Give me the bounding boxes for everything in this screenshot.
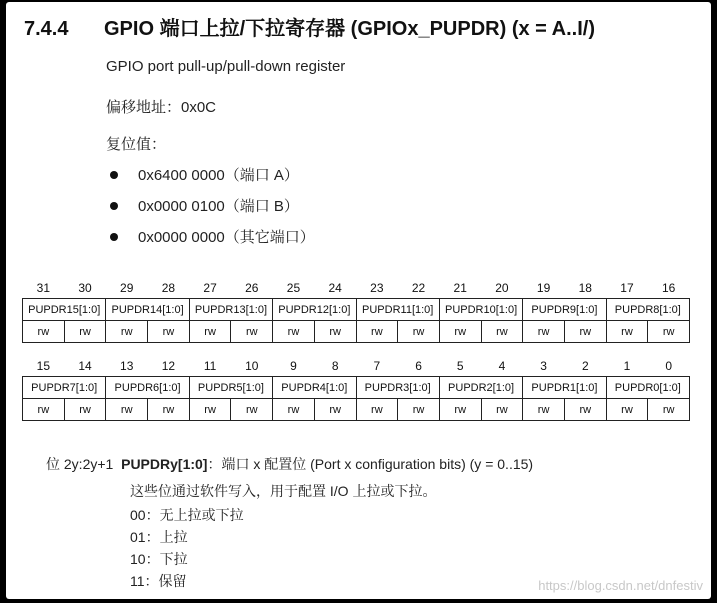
reset-value-item: 0x6400 0000（端口 A） (138, 167, 299, 184)
access-type: rw (64, 399, 106, 421)
bit-number: 6 (415, 359, 422, 373)
field-name: PUPDRy[1:0] (121, 456, 208, 472)
watermark: https://blog.csdn.net/dnfestiv (538, 578, 703, 593)
reset-value-item: 0x0000 0100（端口 B） (138, 198, 299, 215)
config-option: 10：下拉 (130, 551, 188, 567)
bit-number: 18 (578, 281, 592, 295)
bit-number: 13 (120, 359, 134, 373)
config-option: 11：保留 (130, 573, 187, 589)
bullet-icon (110, 202, 118, 210)
bit-number: 1 (623, 359, 631, 373)
register-field: PUPDR3[1:0] (356, 377, 439, 399)
register-field: PUPDR14[1:0] (106, 299, 189, 321)
bit-number: 3 (540, 359, 547, 373)
register-field: PUPDR15[1:0] (23, 299, 106, 321)
bit-number: 4 (498, 359, 506, 373)
bit-number: 17 (620, 281, 634, 295)
register-field: PUPDR13[1:0] (189, 299, 272, 321)
config-option: 01：上拉 (130, 529, 188, 545)
access-type: rw (148, 399, 190, 421)
register-field: PUPDR6[1:0] (106, 377, 189, 399)
access-type: rw (106, 399, 148, 421)
bit-number: 29 (120, 281, 134, 295)
register-lower-table (22, 356, 690, 421)
register-field: PUPDR11[1:0] (356, 299, 439, 321)
access-type: rw (231, 321, 273, 343)
register-upper-table (22, 278, 690, 343)
register-field: PUPDR0[1:0] (606, 377, 689, 399)
access-type: rw (481, 399, 523, 421)
register-field: PUPDR1[1:0] (523, 377, 606, 399)
bit-number: 14 (78, 359, 92, 373)
bit-number: 22 (411, 281, 426, 295)
section-heading (24, 12, 595, 41)
register-field: PUPDR12[1:0] (273, 299, 356, 321)
register-field: PUPDR2[1:0] (439, 377, 522, 399)
bit-number: 12 (161, 359, 176, 373)
bit-number: 7 (373, 359, 381, 373)
bit-number: 20 (495, 281, 509, 295)
access-type: rw (64, 321, 106, 343)
bit-number: 27 (203, 281, 217, 295)
bit-number: 30 (78, 281, 92, 295)
register-subtitle: GPIO port pull-up/pull-down register (106, 58, 346, 75)
access-type: rw (356, 321, 398, 343)
access-type: rw (398, 321, 440, 343)
bit-number: 8 (331, 359, 339, 373)
access-type: rw (106, 321, 148, 343)
access-type: rw (273, 321, 315, 343)
bit-description (46, 454, 533, 474)
register-field: PUPDR8[1:0] (606, 299, 689, 321)
access-type: rw (148, 321, 190, 343)
bit-number: 11 (203, 359, 217, 373)
reset-value-item: 0x0000 0000（其它端口） (138, 229, 315, 246)
bit-number: 31 (36, 281, 51, 295)
register-field: PUPDR10[1:0] (439, 299, 522, 321)
bit-number: 15 (36, 359, 51, 373)
access-type: rw (273, 399, 315, 421)
section-number: 7.4.4 (24, 18, 69, 40)
document-page (6, 2, 711, 599)
bit-number: 0 (665, 359, 672, 373)
access-type: rw (314, 399, 356, 421)
bit-range: 位 2y:2y+1 (46, 456, 114, 472)
access-type: rw (564, 399, 606, 421)
access-type: rw (231, 399, 273, 421)
field-note: 这些位通过软件写入，用于配置 I/O 上拉或下拉。 (130, 483, 437, 499)
access-type: rw (648, 321, 690, 343)
access-type: rw (356, 399, 398, 421)
access-type: rw (439, 399, 481, 421)
bullet-icon (110, 233, 118, 241)
bit-number: 10 (245, 359, 259, 373)
bit-number: 9 (290, 359, 297, 373)
config-option: 00：无上拉或下拉 (130, 507, 244, 523)
register-field: PUPDR5[1:0] (189, 377, 272, 399)
register-field: PUPDR7[1:0] (23, 377, 106, 399)
access-type: rw (523, 321, 565, 343)
bit-number: 21 (453, 281, 467, 295)
access-type: rw (606, 321, 648, 343)
bit-number: 28 (161, 281, 176, 295)
access-type: rw (564, 321, 606, 343)
access-type: rw (398, 399, 440, 421)
access-type: rw (481, 321, 523, 343)
access-type: rw (606, 399, 648, 421)
bit-number: 23 (370, 281, 384, 295)
bit-number: 16 (661, 281, 676, 295)
reset-label: 复位值： (106, 136, 167, 153)
offset-address: 偏移地址：0x0C (106, 99, 217, 116)
bit-number: 24 (328, 281, 342, 295)
access-type: rw (189, 399, 231, 421)
register-field: PUPDR4[1:0] (273, 377, 356, 399)
access-type: rw (189, 321, 231, 343)
access-type: rw (439, 321, 481, 343)
access-type: rw (23, 399, 65, 421)
access-type: rw (523, 399, 565, 421)
bit-number: 2 (581, 359, 589, 373)
bit-number: 26 (245, 281, 259, 295)
section-title: GPIO 端口上拉/下拉寄存器 (GPIOx_PUPDR) (x = A..I/) (104, 18, 595, 40)
access-type: rw (23, 321, 65, 343)
register-field: PUPDR9[1:0] (523, 299, 606, 321)
bullet-icon (110, 171, 118, 179)
bit-number: 5 (456, 359, 464, 373)
access-type: rw (314, 321, 356, 343)
field-description: ：端口 x 配置位 (Port x configuration bits) (y = 0..15) (207, 456, 534, 472)
bit-number: 25 (286, 281, 301, 295)
bit-number: 19 (536, 281, 551, 295)
access-type: rw (648, 399, 690, 421)
